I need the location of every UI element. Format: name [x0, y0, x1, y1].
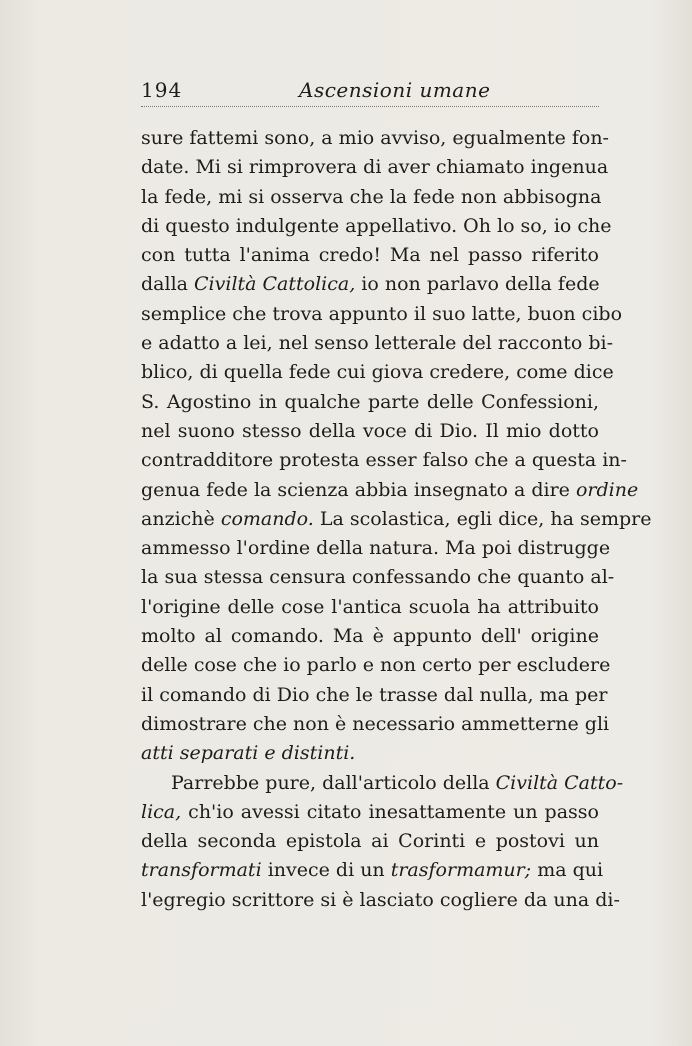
text-line — [141, 798, 599, 827]
italic-text: Civiltà Cattolica, — [194, 273, 356, 296]
text-segment: dalla — [141, 273, 195, 296]
running-header — [141, 76, 599, 107]
text-line: S. Agostino in qualche parte delle Confessioni, — [141, 390, 599, 413]
text-line — [141, 476, 639, 505]
italic-text: atti separati e distinti. — [141, 742, 356, 765]
text-line: delle cose che io parlo e non certo per escludere — [141, 654, 611, 677]
text-line: la fede, mi si osserva che la fede non abbisogna — [141, 185, 602, 208]
italic-text: ordine — [575, 478, 639, 501]
italic-text: comando. — [220, 507, 314, 530]
text-line — [141, 505, 652, 534]
text-line — [141, 769, 624, 798]
text-line: molto al comando. Ma è appunto dell' origine — [141, 625, 599, 648]
text-line: semplice che trova appunto il suo latte, buon cibo — [141, 302, 623, 325]
running-title: Ascensioni umane — [299, 78, 491, 102]
text-segment: io non parlavo della fede — [355, 273, 600, 296]
text-line — [141, 739, 599, 768]
text-line: l'origine delle cose l'antica scuola ha attribuito — [141, 595, 599, 618]
text-line: dimostrare che non è necessario ammetterne gli — [141, 712, 610, 735]
text-line: ammesso l'ordine della natura. Ma poi distrugge — [141, 537, 611, 560]
italic-text: Civiltà Catto- — [495, 771, 624, 794]
text-line: il comando di Dio che le trasse dal nulla, ma per — [141, 683, 608, 706]
italic-text: lica, — [141, 800, 182, 823]
text-segment: Parrebbe pure, dall'articolo della — [171, 771, 496, 794]
text-segment: ch'io avessi citato inesattamente un passo — [181, 800, 599, 823]
text-line: e adatto a lei, nel senso letterale del racconto bi- — [141, 332, 614, 355]
text-line: l'egregio scrittore si è lasciato cogliere da una di- — [141, 888, 620, 911]
text-line: sure fattemi sono, a mio avviso, egualmente fon- — [141, 127, 609, 149]
text-line: con tutta l'anima credo! Ma nel passo riferito — [141, 244, 599, 267]
text-segment: genua fede la scienza abbia insegnato a dire — [141, 478, 576, 501]
text-line: la sua stessa censura confessando che quanto al- — [141, 566, 615, 589]
page-number: 194 — [141, 78, 183, 102]
italic-text: transformati — [141, 859, 262, 882]
text-line — [141, 856, 604, 885]
text-line — [141, 270, 599, 299]
text-line: date. Mi si rimprovera di aver chiamato ingenua — [141, 156, 609, 179]
text-segment: invece di un — [261, 859, 391, 882]
text-line: di questo indulgente appellativo. Oh lo so, io che — [141, 214, 612, 237]
text-line: contradditore protesta esser falso che a questa in- — [141, 449, 627, 472]
italic-text: trasformamur; — [390, 859, 532, 882]
text-line: blico, di quella fede cui giova credere, come dice — [141, 361, 614, 384]
text-line: della seconda epistola ai Corinti e postovi un — [141, 830, 599, 853]
text-line: nel suono stesso della voce di Dio. Il mio dotto — [141, 419, 599, 442]
text-segment: anzichè — [141, 507, 221, 530]
text-segment: ma qui — [531, 859, 604, 882]
text-segment: La scolastica, egli dice, ha sempre — [313, 507, 652, 530]
body-text — [141, 124, 652, 915]
